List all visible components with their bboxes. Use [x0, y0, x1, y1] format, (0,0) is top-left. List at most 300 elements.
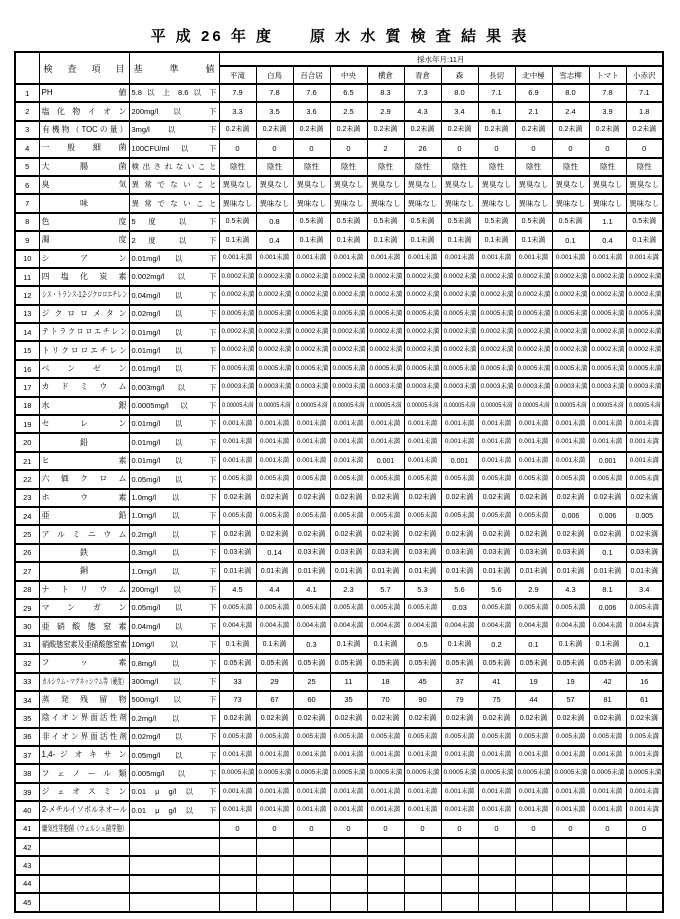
table-row — [15, 433, 663, 451]
value-cell — [515, 801, 552, 819]
value-text: 25 — [307, 676, 316, 686]
value-cell — [626, 507, 663, 525]
value-cell — [404, 875, 441, 893]
value-cell — [404, 452, 441, 470]
value-text: 0.0005未満 — [221, 309, 255, 317]
value-cell — [367, 746, 404, 764]
value-text: 0.005未満 — [518, 475, 549, 483]
value-text: 陰性 — [489, 162, 504, 171]
value-text: 0.001未満 — [555, 751, 586, 758]
value-cell — [256, 341, 293, 359]
value-text: 0.0005未満 — [443, 364, 477, 372]
value-cell — [478, 470, 515, 488]
value-cell — [256, 415, 293, 433]
value-text: 7.1 — [639, 88, 650, 98]
value-cell — [330, 856, 367, 874]
row-number: 10 — [15, 250, 39, 268]
value-cell — [330, 562, 367, 580]
value-cell — [515, 470, 552, 488]
value-cell — [219, 544, 256, 562]
value-cell — [515, 305, 552, 323]
value-text: 0.004未満 — [629, 622, 659, 630]
value-cell — [330, 360, 367, 378]
value-text: 0.0003未満 — [221, 383, 255, 391]
value-text: 0.0002未満 — [258, 272, 292, 280]
standard-value: 0.005mg/l 以 下 — [131, 768, 217, 778]
value-cell — [367, 673, 404, 691]
value-cell — [552, 176, 589, 194]
value-cell — [330, 783, 367, 801]
item-label-cell — [39, 102, 129, 120]
value-cell — [293, 102, 330, 120]
value-cell — [367, 856, 404, 874]
value-cell — [219, 875, 256, 893]
value-text: 0.005未満 — [296, 511, 327, 519]
value-cell — [515, 636, 552, 654]
value-text: 0.001未満 — [333, 751, 364, 758]
row-number: 15 — [15, 341, 39, 359]
value-text: 0.0005未満 — [258, 769, 292, 777]
item-label-cell — [39, 433, 129, 451]
value-text: 0.0005未満 — [480, 309, 514, 317]
value-text: 0.0002未満 — [406, 291, 440, 299]
value-cell — [589, 433, 626, 451]
value-cell — [404, 893, 441, 911]
item-label: 濁 度 — [41, 235, 127, 245]
value-text: 73 — [233, 695, 242, 705]
item-label: 六 価 ク ロ ム — [41, 474, 127, 484]
row-number: 24 — [15, 507, 39, 525]
table-row — [15, 709, 663, 727]
item-label-cell — [39, 213, 129, 231]
value-cell — [515, 783, 552, 801]
value-text: 44 — [529, 695, 538, 705]
value-text: 異臭なし — [370, 180, 401, 190]
value-cell — [293, 691, 330, 709]
location-header: 雪志柳 — [552, 66, 589, 84]
value-cell — [589, 801, 626, 819]
value-cell — [478, 341, 515, 359]
value-text: 0.02未満 — [556, 531, 585, 539]
value-cell — [478, 250, 515, 268]
value-text: 61 — [640, 695, 649, 705]
value-text: 4.1 — [306, 584, 317, 594]
value-cell — [441, 489, 478, 507]
value-text: 異臭なし — [333, 180, 364, 190]
value-text: 0.0005未満 — [628, 769, 662, 777]
value-text: 0.0002未満 — [517, 272, 551, 280]
value-text: 0.5未満 — [225, 218, 250, 226]
value-text: 0.01未満 — [556, 567, 585, 575]
value-text: 0 — [420, 824, 425, 834]
location-header: トマト — [589, 66, 626, 84]
value-cell — [256, 893, 293, 911]
value-cell — [293, 746, 330, 764]
value-cell — [367, 341, 404, 359]
value-cell — [441, 691, 478, 709]
value-cell — [256, 121, 293, 139]
value-text: 0.001未満 — [444, 787, 475, 795]
value-text: 79 — [455, 695, 464, 705]
value-cell — [256, 470, 293, 488]
value-cell — [367, 654, 404, 672]
value-text: 0.2未満 — [410, 126, 435, 134]
value-cell — [219, 231, 256, 249]
value-text: 0.05未満 — [408, 659, 437, 667]
value-text: 0.0002未満 — [628, 272, 662, 280]
value-cell — [441, 139, 478, 157]
value-text: 0.001未満 — [259, 438, 290, 446]
standard-value-cell — [129, 893, 219, 911]
value-text: 0.005未満 — [333, 732, 364, 740]
value-cell — [515, 617, 552, 635]
value-cell — [478, 893, 515, 911]
value-text: 0.1未満 — [225, 641, 250, 649]
value-cell — [293, 470, 330, 488]
value-cell — [515, 360, 552, 378]
value-text: 0.001未満 — [296, 751, 327, 758]
value-cell — [293, 139, 330, 157]
value-text: 19 — [529, 676, 538, 686]
value-cell — [589, 286, 626, 304]
value-text: 0.005未満 — [518, 511, 549, 519]
value-cell — [589, 341, 626, 359]
value-text: 0.0005未満 — [517, 769, 551, 777]
value-text: 0 — [605, 143, 610, 153]
row-number: 44 — [15, 875, 39, 893]
value-cell — [589, 397, 626, 415]
value-cell — [441, 820, 478, 838]
value-text: 0.2未満 — [595, 126, 620, 134]
value-text: 0.005未満 — [481, 603, 512, 611]
standard-value-cell — [129, 709, 219, 727]
value-text: 0.001未満 — [407, 751, 438, 758]
item-label: 臭 気 — [41, 180, 127, 190]
value-cell — [219, 673, 256, 691]
value-cell — [256, 728, 293, 746]
value-text: 0.0002未満 — [554, 346, 588, 354]
value-cell — [293, 820, 330, 838]
value-text: 0 — [235, 824, 240, 834]
item-label-cell — [39, 286, 129, 304]
value-cell — [404, 507, 441, 525]
value-text: 0.0005未満 — [258, 364, 292, 372]
value-text: 7.9 — [232, 88, 243, 98]
value-text: 0.0003未満 — [406, 383, 440, 391]
table-row — [15, 84, 663, 102]
row-number: 26 — [15, 544, 39, 562]
value-text: 2.1 — [528, 106, 539, 116]
value-text: 0.005未満 — [407, 732, 438, 740]
value-text: 7.6 — [306, 88, 317, 98]
value-text: 0.001未満 — [222, 438, 253, 446]
value-text: 陰性 — [304, 162, 319, 171]
value-text: 5.6 — [454, 584, 465, 594]
value-cell — [404, 121, 441, 139]
value-text: 0.0005未満 — [554, 364, 588, 372]
value-text: 0.005未満 — [592, 732, 623, 740]
value-text: 0.001未満 — [592, 419, 623, 427]
value-text: 0.02未満 — [260, 531, 289, 539]
value-text: 0.02未満 — [445, 494, 474, 502]
value-text: 0.0003未満 — [591, 383, 625, 391]
value-cell — [441, 323, 478, 341]
value-cell — [552, 231, 589, 249]
row-number: 7 — [15, 194, 39, 212]
value-text: 41 — [492, 676, 501, 686]
value-text: 0.001未満 — [555, 438, 586, 446]
value-cell — [219, 617, 256, 635]
value-cell — [404, 158, 441, 176]
item-label: 鉛 — [80, 437, 88, 447]
value-cell — [478, 433, 515, 451]
value-text: 0.0002未満 — [554, 328, 588, 336]
value-text: 0.2 — [491, 640, 502, 650]
item-label-cell — [39, 654, 129, 672]
value-cell — [478, 158, 515, 176]
item-label-cell — [39, 507, 129, 525]
item-label: 亜 鉛 — [41, 511, 127, 521]
item-label: ナ ト リ ウ ム — [41, 584, 127, 594]
standard-value: 0.01mg/l 以 下 — [131, 253, 217, 263]
value-cell — [478, 654, 515, 672]
value-cell — [256, 801, 293, 819]
value-text: 0.01未満 — [593, 567, 622, 575]
table-row — [15, 525, 663, 543]
value-cell — [441, 250, 478, 268]
item-label: 味 — [80, 198, 88, 208]
row-number: 13 — [15, 305, 39, 323]
value-cell — [367, 875, 404, 893]
value-cell — [330, 525, 367, 543]
value-text: 0.005未満 — [407, 511, 438, 519]
value-cell — [552, 728, 589, 746]
value-cell — [626, 231, 663, 249]
location-header: 横倉 — [367, 66, 404, 84]
value-text: 0 — [642, 824, 647, 834]
value-text: 0.1 — [528, 640, 539, 650]
value-text: 0.001未満 — [481, 787, 512, 795]
standard-value-cell — [129, 856, 219, 874]
standard-value: 100CFU/ml 以 下 — [131, 143, 217, 153]
value-cell — [515, 581, 552, 599]
value-cell — [441, 599, 478, 617]
value-cell — [441, 121, 478, 139]
item-label-cell — [39, 544, 129, 562]
value-cell — [293, 250, 330, 268]
value-cell — [515, 378, 552, 396]
value-cell — [293, 213, 330, 231]
value-text: 0.0002未満 — [443, 291, 477, 299]
item-label: ア ル ミ ニ ウ ム — [41, 529, 127, 539]
value-cell — [404, 433, 441, 451]
value-cell — [256, 654, 293, 672]
item-label: ジ ェ オ ス ミ ン — [41, 787, 127, 797]
value-cell — [404, 397, 441, 415]
value-cell — [515, 673, 552, 691]
value-text: 0.0002未満 — [406, 328, 440, 336]
value-cell — [589, 856, 626, 874]
value-cell — [589, 562, 626, 580]
value-text: 0.0002未満 — [332, 291, 366, 299]
standard-value-cell — [129, 231, 219, 249]
value-cell — [626, 305, 663, 323]
value-cell — [515, 562, 552, 580]
value-cell — [589, 507, 626, 525]
value-cell — [404, 286, 441, 304]
standard-value-cell — [129, 746, 219, 764]
value-text: 60 — [307, 695, 316, 705]
value-text: 0.03未満 — [630, 549, 659, 557]
table-row — [15, 305, 663, 323]
value-text: 0.001未満 — [555, 787, 586, 795]
value-cell — [256, 783, 293, 801]
value-text: 5.3 — [417, 584, 428, 594]
value-cell — [552, 452, 589, 470]
value-text: 0.02未満 — [519, 714, 548, 722]
value-cell — [626, 654, 663, 672]
standard-value: 0.3mg/l 以 下 — [131, 548, 217, 558]
value-text: 2.9 — [380, 106, 391, 116]
value-text: 0.0002未満 — [258, 328, 292, 336]
value-text: 4.3 — [565, 584, 576, 594]
row-number: 8 — [15, 213, 39, 231]
value-text: 0.01未満 — [445, 567, 474, 575]
value-cell — [515, 194, 552, 212]
value-text: 0.005未満 — [629, 475, 659, 483]
standard-value-cell — [129, 323, 219, 341]
value-text: 0.5未満 — [447, 218, 472, 226]
value-cell — [404, 691, 441, 709]
value-text: 0.05未満 — [556, 659, 585, 667]
value-cell — [552, 470, 589, 488]
value-text: 0.05未満 — [223, 659, 252, 667]
value-cell — [589, 764, 626, 782]
value-cell — [404, 617, 441, 635]
standard-value-cell — [129, 84, 219, 102]
value-cell — [256, 139, 293, 157]
standard-value-cell — [129, 341, 219, 359]
item-label-cell — [39, 746, 129, 764]
value-cell — [515, 856, 552, 874]
value-text: 33 — [233, 676, 242, 686]
value-text: 0.001未満 — [296, 456, 327, 464]
item-label: 硝酸態窒素及亜硝酸態窒素 — [41, 639, 127, 649]
value-cell — [626, 139, 663, 157]
value-text: 0.03未満 — [482, 549, 511, 557]
value-cell — [515, 875, 552, 893]
value-text: 0.00005未満 — [332, 402, 365, 409]
value-cell — [330, 213, 367, 231]
value-cell — [441, 415, 478, 433]
inspection-item-header: 検 査 項 目 — [39, 52, 129, 84]
value-text: 0 — [457, 824, 462, 834]
value-cell — [330, 764, 367, 782]
value-text: 0.0002未満 — [221, 346, 255, 354]
value-text: 0.005未満 — [259, 603, 290, 611]
value-text: 81 — [603, 695, 612, 705]
value-text: 0.0002未満 — [443, 272, 477, 280]
value-cell — [293, 801, 330, 819]
value-cell — [626, 838, 663, 856]
value-text: 0.5未満 — [410, 218, 435, 226]
value-text: 0.001未満 — [518, 438, 549, 446]
item-label-cell — [39, 617, 129, 635]
value-cell — [330, 489, 367, 507]
value-cell — [515, 764, 552, 782]
value-text: 0.001未満 — [333, 438, 364, 446]
value-cell — [404, 544, 441, 562]
row-number: 14 — [15, 323, 39, 341]
value-text: 0.5未満 — [336, 218, 361, 226]
location-header: 中央 — [330, 66, 367, 84]
value-cell — [256, 581, 293, 599]
value-cell — [367, 489, 404, 507]
value-text: 0.05未満 — [519, 659, 548, 667]
value-text: 0.01未満 — [334, 567, 363, 575]
row-number: 39 — [15, 783, 39, 801]
value-cell — [367, 231, 404, 249]
value-text: 0.001 — [376, 457, 395, 465]
value-cell — [478, 617, 515, 635]
value-text: 0 — [531, 824, 536, 834]
value-cell — [256, 286, 293, 304]
value-text: 陰性 — [452, 162, 467, 171]
item-label: 陰 イ オ ン 界 面 活 性 剤 — [41, 713, 127, 723]
value-cell — [589, 746, 626, 764]
value-text: 0.005未満 — [259, 511, 290, 519]
value-cell — [441, 360, 478, 378]
item-label-cell — [39, 764, 129, 782]
value-text: 3.3 — [232, 106, 243, 116]
value-cell — [626, 599, 663, 617]
value-text: 0.02未満 — [519, 494, 548, 502]
value-cell — [626, 415, 663, 433]
item-label-cell — [39, 341, 129, 359]
value-cell — [404, 341, 441, 359]
value-cell — [219, 764, 256, 782]
value-text: 0.5未満 — [299, 218, 324, 226]
standard-value-cell — [129, 617, 219, 635]
value-cell — [441, 452, 478, 470]
value-text: 異臭なし — [555, 180, 586, 190]
value-text: 0.001未満 — [592, 806, 623, 814]
value-text: 0.0002未満 — [369, 272, 403, 280]
value-text: 0.1未満 — [299, 236, 324, 244]
value-text: 0.02未満 — [445, 714, 474, 722]
value-text: 異味なし — [222, 198, 253, 208]
row-number: 21 — [15, 452, 39, 470]
value-cell — [219, 378, 256, 396]
value-cell — [515, 709, 552, 727]
value-cell — [404, 525, 441, 543]
value-text: 0.005未満 — [555, 732, 586, 740]
row-number: 2 — [15, 102, 39, 120]
row-number: 34 — [15, 691, 39, 709]
standard-value: 500mg/l 以 下 — [131, 695, 217, 705]
value-cell — [404, 581, 441, 599]
value-text: 0.005未満 — [333, 511, 364, 519]
value-text: 0.0005未満 — [591, 364, 625, 372]
value-text: 0.01未満 — [519, 567, 548, 575]
value-cell — [589, 139, 626, 157]
value-text: 0.1未満 — [484, 236, 509, 244]
value-cell — [552, 838, 589, 856]
standard-value-cell — [129, 268, 219, 286]
value-text: 異味なし — [407, 198, 438, 208]
row-number: 45 — [15, 893, 39, 911]
value-cell — [219, 121, 256, 139]
